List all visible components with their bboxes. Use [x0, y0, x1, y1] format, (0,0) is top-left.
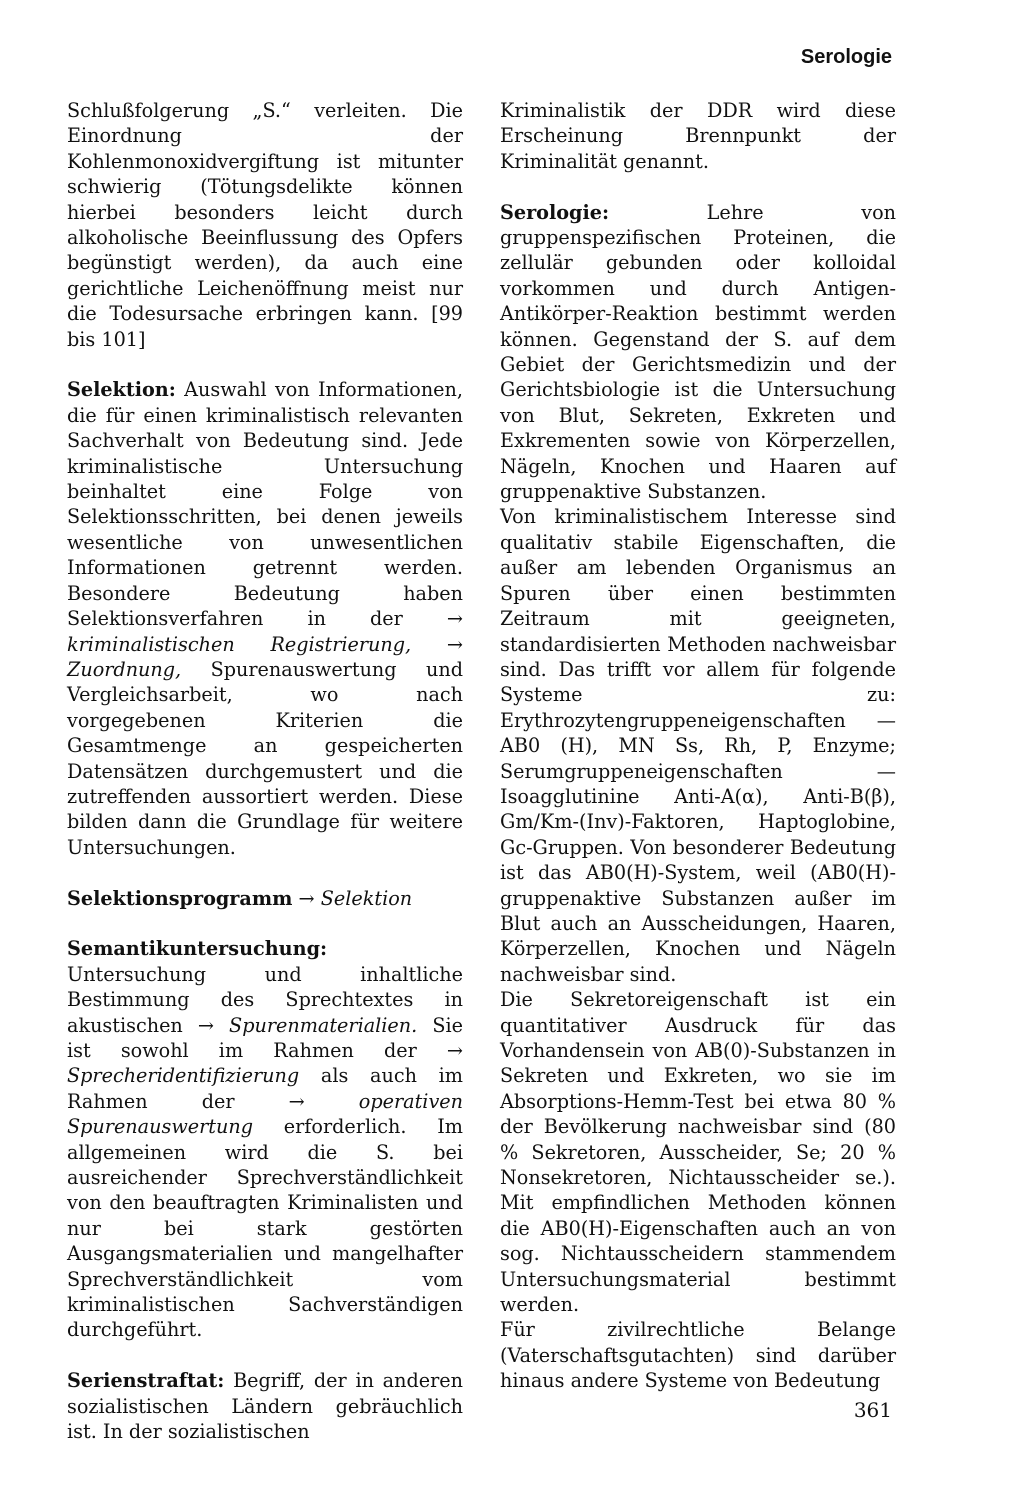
- entry-text: →: [292, 886, 321, 910]
- running-header: Serologie: [800, 46, 892, 68]
- paragraph: Die Sekretoreigenschaft ist ein quantitativer Ausdruck für das Vorhandensein von AB(0)-Substanzen in Sekreten und Exkreten, wo sie im Absorptions-Hemm-Test bei etwa 80 % der Bevölkerung nachweisbar sind (80 % Sekretoren, Ausscheider, Se; 20 % Nonsekretoren, Nichtausscheider se.). Mit empfindlichen Methoden können die AB0(H)-Eigenschaften auch an von sog. Nichtausscheidern stammendem Untersuchungsmaterial bestimmt werden.: [500, 988, 896, 1317]
- entry-text: Lehre von gruppenspezifischen Proteinen, die zellulär gebunden oder kolloidal vorkommen und durch Antigen-Antikörper-Reaktion bestimmt werden können. Gegenstand der S. auf dem Gebiet der Gerichtsmedizin und der Gerichtsbiologie ist die Untersuchung von Blut, Sekreten, Exkreten und Exkrementen sowie von Körperzellen, Nägeln, Knochen und Haaren auf gruppenaktive Substanzen.: [500, 200, 896, 504]
- entry-selektionsprogramm: [67, 886, 463, 911]
- right-column: [500, 98, 896, 1394]
- entry-text: Auswahl von Informationen, die für einen kriminalistisch relevanten Sachverhalt von Bedeutung sind. Jede kriminalistische Untersuchung beinhaltet eine Folge von Selektionsschritten, bei denen jeweils wesentliche von unwesentlichen Informationen getrennt werden. Besondere Bedeutung haben Selektionsverfahren in der →: [67, 378, 463, 631]
- entry-text: als auch im Rahmen der →: [67, 1064, 463, 1113]
- left-column: [67, 98, 463, 1444]
- entry-text: Sie ist sowohl im Rahmen der →: [67, 1013, 463, 1062]
- cross-reference: Selektion: [320, 886, 413, 910]
- entry-semantikuntersuchung: [67, 936, 463, 1343]
- entry-text: Untersuchung und inhaltliche Bestimmung des Sprechtextes in akustischen →: [67, 962, 463, 1037]
- cross-reference: Zuordnung,: [67, 657, 182, 681]
- cross-reference: operativen Spurenauswertung: [67, 1089, 463, 1139]
- entry-serienstraftat: [67, 1368, 463, 1444]
- entry-selektion: [67, 377, 463, 860]
- paragraph: Für zivilrechtliche Belange (Vaterschaftsgutachten) sind darüber hinaus andere Systeme von Bedeutung: [500, 1318, 896, 1393]
- page-number: 361: [853, 1398, 892, 1422]
- entry-text: erforderlich. Im allgemeinen wird die S. bei ausreichender Sprechverständlichkeit von den beauftragten Kriminalisten und nur bei stark gestörten Ausgangsmaterialien und mangelhafter Sprechverständlichkeit vom kriminalistischen Sachverständigen durchgeführt.: [67, 1115, 463, 1342]
- paragraph-continuation: Schlußfolgerung „S.“ verleiten. Die Einordnung der Kohlenmonoxidvergiftung ist mitunter schwierig (Tötungsdelikte können hierbei besonders leicht durch alkoholische Beeinflussung des Opfers begünstigt werden), da auch eine gerichtliche Leichenöffnung meist nur die Todesursache erbringen kann. [99 bis 101]: [67, 99, 463, 351]
- entry-serologie: [500, 200, 896, 505]
- cross-reference: Sprecheridentifizierung: [67, 1064, 300, 1088]
- paragraph: Von kriminalistischem Interesse sind qualitativ stabile Eigenschaften, die außer am lebenden Organismus an Spuren über einen bestimmten Zeitraum mit geeigneten, standardisierten Methoden nachweisbar sind. Das trifft vor allem für folgende Systeme zu: Erythrozytengruppeneigenschaften — AB0 (H), MN Ss, Rh, P, Enzyme; Serumgruppeneigenschaften — Isoagglutinine Anti-A(α), Anti-B(β), Gm/Km-(Inv)-Faktoren, Haptoglobine, Gc-Gruppen. Von besonderer Bedeutung ist das AB0(H)-System, weil (AB0(H)-gruppenaktive Substanzen außer im Blut auch an Ausscheidungen, Haaren, Körperzellen, Knochen und Nägeln nachweisbar sind.: [500, 505, 896, 986]
- entry-term: Semantikuntersuchung:: [67, 937, 328, 961]
- entry-term: Serologie:: [500, 200, 610, 224]
- entry-term: Selektion:: [67, 378, 176, 402]
- entry-term: Serienstraftat:: [67, 1369, 225, 1393]
- entry-text: Begriff, der in anderen sozialistischen Ländern gebräuchlich ist. In der sozialistischen: [67, 1369, 463, 1444]
- paragraph-continuation: Kriminalistik der DDR wird diese Erscheinung Brennpunkt der Kriminalität genannt.: [500, 99, 896, 173]
- entry-term: Selektionsprogramm: [67, 886, 293, 910]
- cross-reference: kriminalistischen Registrierung,: [67, 632, 412, 656]
- cross-reference: Spurenmaterialien.: [229, 1013, 418, 1037]
- entry-text: →: [411, 632, 463, 656]
- entry-text: Spurenauswertung und Vergleichsarbeit, wo nach vorgegebenen Kriterien die Gesamtmenge an gespeicherten Datensätzen durchgemustert und die zutreffenden aussortiert werden. Diese bilden dann die Grundlage für weitere Untersuchungen.: [67, 657, 463, 859]
